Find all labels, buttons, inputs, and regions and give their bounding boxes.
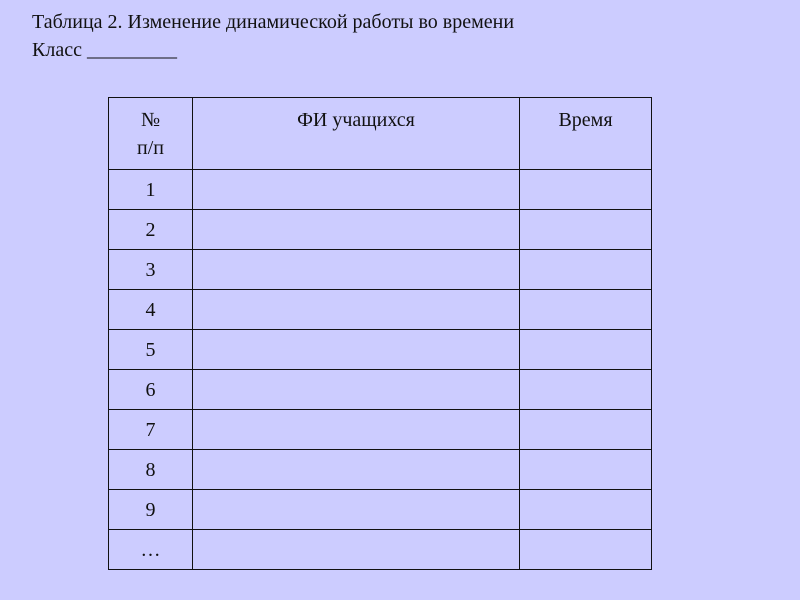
- student-name-cell[interactable]: [193, 330, 520, 370]
- student-name-cell[interactable]: [193, 290, 520, 330]
- time-cell[interactable]: [520, 450, 652, 490]
- table-row: [109, 330, 652, 370]
- row-number: 1: [109, 170, 193, 210]
- header-student-name: ФИ учащихся: [193, 98, 520, 170]
- student-name-cell[interactable]: [193, 370, 520, 410]
- student-name-cell[interactable]: [193, 170, 520, 210]
- row-number: 8: [109, 450, 193, 490]
- students-table: [108, 97, 652, 570]
- table-row: [109, 450, 652, 490]
- student-name-cell[interactable]: [193, 410, 520, 450]
- table-row: [109, 370, 652, 410]
- page-title: Таблица 2. Изменение динамической работы во времени: [32, 11, 515, 33]
- document-header: [32, 8, 514, 64]
- time-cell[interactable]: [520, 530, 652, 570]
- row-number: 6: [109, 370, 193, 410]
- table-row: [109, 490, 652, 530]
- row-number: 2: [109, 210, 193, 250]
- row-number: 4: [109, 290, 193, 330]
- student-name-cell[interactable]: [193, 530, 520, 570]
- header-time: Время: [520, 98, 652, 170]
- time-cell[interactable]: [520, 330, 652, 370]
- time-cell[interactable]: [520, 250, 652, 290]
- table-row: [109, 210, 652, 250]
- time-cell[interactable]: [520, 170, 652, 210]
- time-cell[interactable]: [520, 410, 652, 450]
- table-row: [109, 410, 652, 450]
- table-header-row: [109, 98, 652, 170]
- student-name-cell[interactable]: [193, 250, 520, 290]
- student-name-cell[interactable]: [193, 450, 520, 490]
- student-name-cell[interactable]: [193, 490, 520, 530]
- table-row: [109, 170, 652, 210]
- row-number: 9: [109, 490, 193, 530]
- table-row: [109, 290, 652, 330]
- table-row: [109, 250, 652, 290]
- time-cell[interactable]: [520, 370, 652, 410]
- time-cell[interactable]: [520, 490, 652, 530]
- row-number: 7: [109, 410, 193, 450]
- header-number-line1: №: [140, 109, 161, 131]
- time-cell[interactable]: [520, 290, 652, 330]
- row-number: 5: [109, 330, 193, 370]
- class-line: Класс _________: [32, 39, 177, 61]
- header-number-line2: п/п: [137, 137, 164, 159]
- time-cell[interactable]: [520, 210, 652, 250]
- row-number: 3: [109, 250, 193, 290]
- table-row: [109, 530, 652, 570]
- student-name-cell[interactable]: [193, 210, 520, 250]
- row-number: …: [109, 530, 193, 570]
- header-number: [109, 98, 193, 170]
